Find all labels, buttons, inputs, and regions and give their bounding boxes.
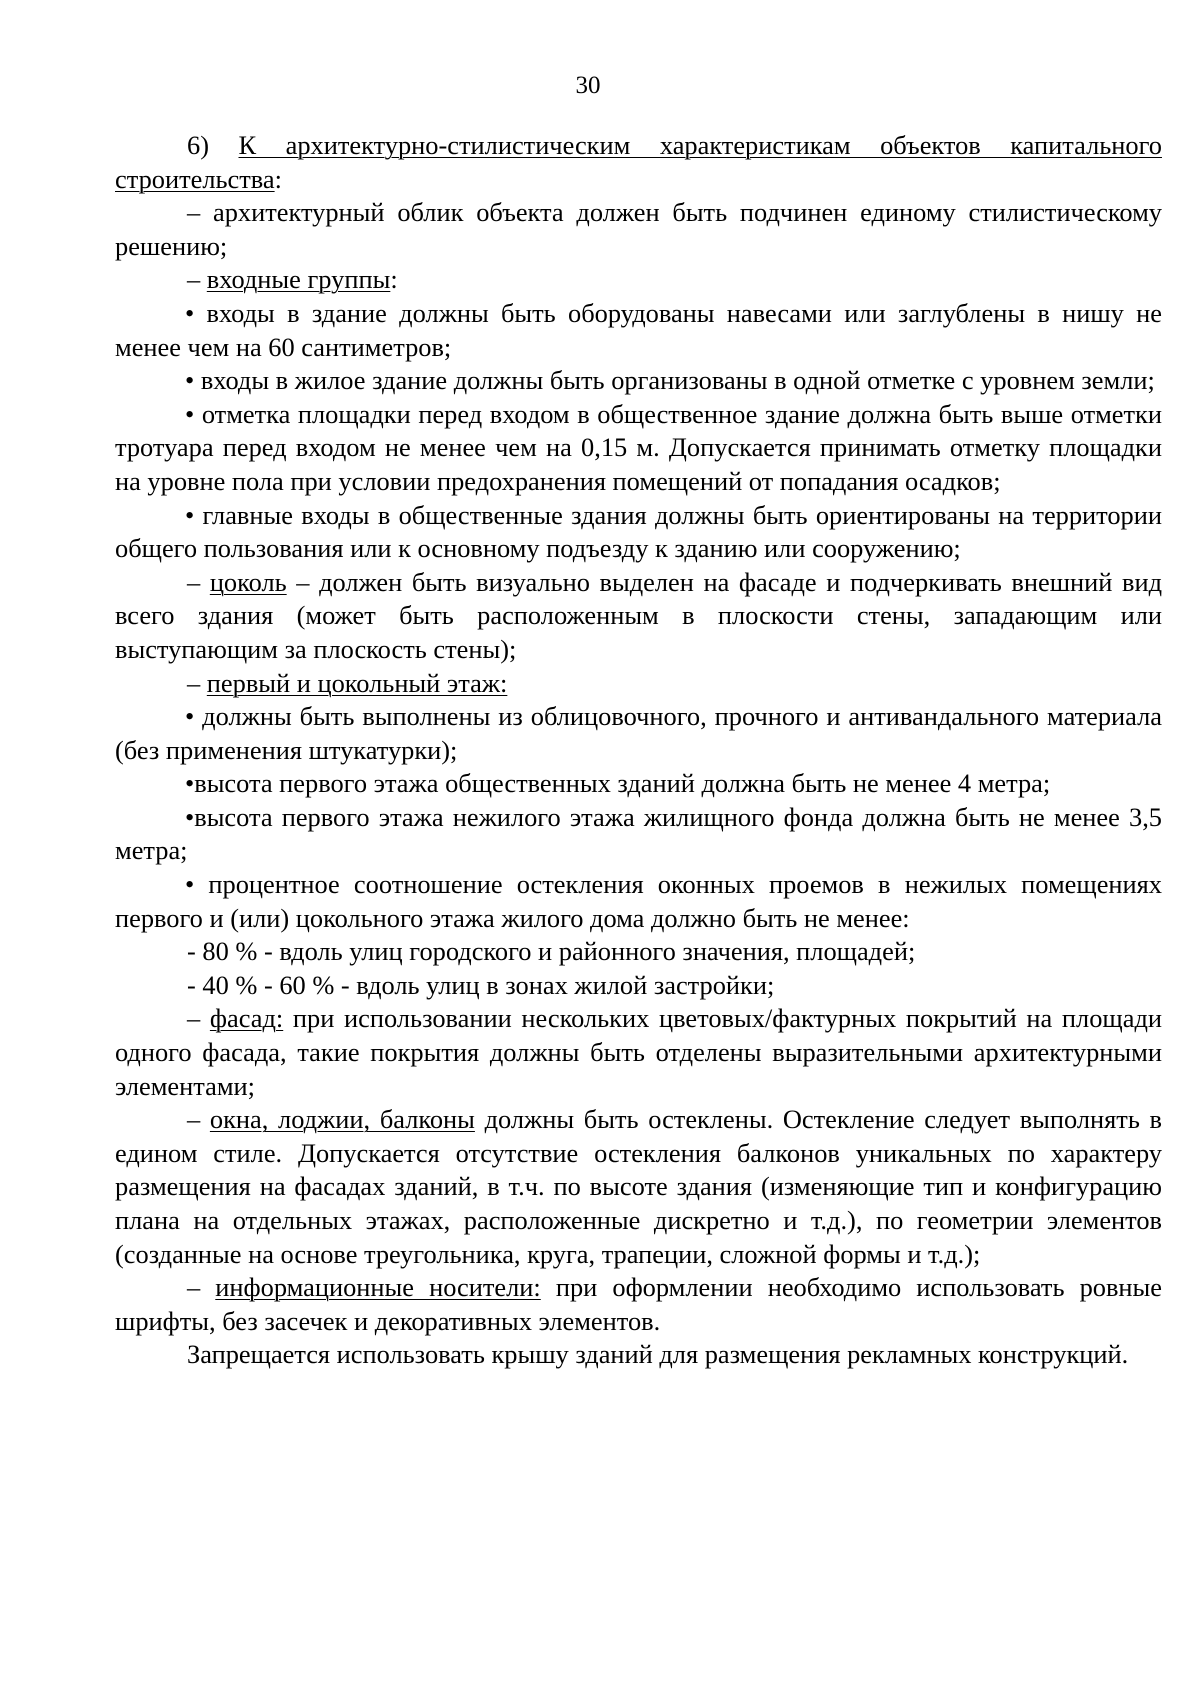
paragraph-ground-floor-heading [115, 667, 1162, 701]
ground-floor-term: первый и цокольный этаж: [206, 667, 508, 698]
dash-prefix: – [187, 667, 207, 698]
dash-prefix: – [187, 566, 210, 597]
information-carriers-description: при оформлении необходимо использовать ровные шрифты, без засечек и декоративных элементов. [115, 1272, 1162, 1336]
paragraph-plinth [115, 566, 1162, 667]
section-heading-colon: : [274, 163, 282, 194]
information-carriers-term: информационные носители: [215, 1272, 541, 1303]
dash-prefix: – [187, 264, 207, 295]
bullet-residential-entrances: • входы в жилое здание должны быть организованы в одной отметке с уровнем земли; [185, 365, 1155, 396]
bullet-nonresidential-floor-height: •высота первого этажа нежилого этажа жилищного фонда должна быть не менее 3,5 метра; [115, 801, 1162, 866]
facade-description: при использовании нескольких цветовых/фактурных покрытий на площади одного фасада, такие покрытия должны быть отделены выразительными архитектурными элементами; [115, 1003, 1162, 1101]
facade-term: фасад: [209, 1003, 284, 1034]
dash-prefix: – [187, 1003, 210, 1034]
bullet-platform-level: • отметка площадки перед входом в общественное здание должна быть выше отметки тротуара перед входом не менее чем на 0,15 м. Допускается принимать отметку площадки на уровне пола при условии предохранения помещений от попадания осадков; [115, 398, 1162, 496]
plinth-term: цоколь [209, 566, 287, 597]
windows-description: должны быть остеклены. Остекление следует выполнять в едином стиле. Допускается отсутствие остекления балконов уникальных по характеру размещения на фасадах зданий, в т.ч. по высоте здания (изменяющие тип и конфигурацию плана на отдельных этажах, расположенные дискретно и т.д.), по геометрии элементов (созданные на основе треугольника, круга, трапеции, сложной формы и т.д.); [115, 1104, 1162, 1269]
dash-prefix: – [187, 1104, 210, 1135]
windows-term: окна, лоджии, балконы [209, 1104, 475, 1135]
dash-prefix: – [187, 1272, 216, 1303]
bullet-entrances-canopies: • входы в здание должны быть оборудованы навесами или заглублены в нишу не менее чем на 60 сантиметров; [115, 297, 1162, 362]
entrance-groups-term: входные группы [206, 264, 391, 295]
bullet-facing-material: • должны быть выполнены из облицовочного, прочного и антивандального материала (без применения штукатурки); [115, 701, 1162, 765]
page-number: 30 [575, 72, 601, 99]
bullet-glazing-ratio: • процентное соотношение остекления оконных проемов в нежилых помещениях первого и (или) цокольного этажа жилого дома должно быть не менее: [115, 869, 1162, 933]
section-number: 6) [187, 130, 239, 160]
term-colon: : [390, 264, 398, 295]
section-heading-text: К архитектурно-стилистическим характеристикам объектов капитального строительства [115, 130, 1162, 194]
document-body [115, 129, 1162, 1372]
plinth-description: – должен быть визуально выделен на фасаде и подчеркивать внешний вид всего здания (может быть расположенным в плоскости стены, западающим или выступающим за плоскость стены); [115, 566, 1163, 664]
paragraph-architectural-appearance: – архитектурный облик объекта должен быть подчинен единому стилистическому решению; [115, 197, 1162, 261]
paragraph-information-carriers [115, 1271, 1162, 1338]
bullet-public-building-height: •высота первого этажа общественных зданий должна быть не менее 4 метра; [185, 768, 1051, 799]
paragraph-roof-advertising-prohibition: Запрещается использовать крышу зданий для размещения рекламных конструкций. [187, 1339, 1129, 1370]
section-heading-architectural-characteristics [115, 129, 1162, 196]
item-glazing-40-60-percent: - 40 % - 60 % - вдоль улиц в зонах жилой застройки; [187, 969, 775, 1000]
paragraph-entrance-groups-heading [115, 263, 1162, 297]
bullet-main-entrances-orientation: • главные входы в общественные здания должны быть ориентированы на территории общего пользования или к основному подъезду к зданию или сооружению; [115, 499, 1162, 564]
paragraph-windows-loggias-balconies [115, 1103, 1162, 1271]
item-glazing-80-percent: - 80 % - вдоль улиц городского и районного значения, площадей; [187, 936, 916, 967]
paragraph-facade [115, 1002, 1162, 1103]
